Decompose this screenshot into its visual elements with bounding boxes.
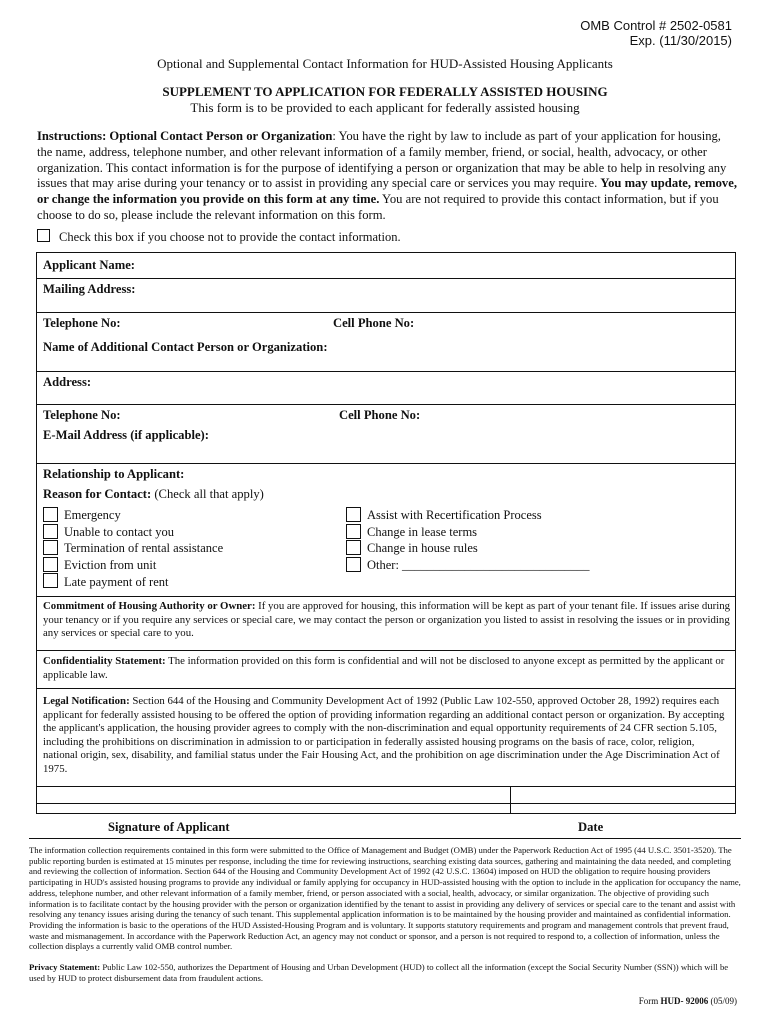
reason-checkbox[interactable]: [346, 507, 361, 522]
reason-label-other[interactable]: Other: ______________________________: [367, 558, 590, 572]
privacy-statement: [29, 962, 741, 983]
signature-date-separator: [510, 786, 511, 814]
privacy-lead: Privacy Statement:: [29, 962, 101, 972]
privacy-text: Public Law 102-550, authorizes the Department of Housing and Urban Development (HUD) to collect all the information (except the Social Security Number (SSN)) which will be used by HUD to protect disbursement data from fraudulent actions.: [29, 962, 729, 983]
reason-label-unable-to-contact: Unable to contact you: [64, 525, 175, 539]
divider: [29, 838, 741, 839]
divider: [36, 596, 736, 597]
email-field[interactable]: E-Mail Address (if applicable):: [43, 428, 209, 442]
applicant-name-field[interactable]: Applicant Name:: [43, 258, 135, 272]
reason-heading: [43, 487, 264, 502]
reason-checkbox[interactable]: [43, 507, 58, 522]
optout-label: Check this box if you choose not to provide the contact information.: [59, 230, 401, 244]
commitment-text: If you are approved for housing, this information will be kept as part of your tenant file. If issues arise during your tenancy or if you require any services or special care, we may contact the person or organization you listed to assist in resolving the issues or in providing any services or special care to you.: [43, 600, 731, 640]
instructions-lead: Instructions: Optional Contact Person or Organization: [37, 129, 333, 143]
divider: [36, 650, 736, 651]
contact-address-field[interactable]: Address:: [43, 375, 92, 389]
confidentiality-paragraph: [43, 655, 731, 682]
omb-expiration: Exp. (11/30/2015): [629, 33, 732, 48]
instructions-bold: You may update, remove, or change the information you provide on this form at any time.: [37, 176, 737, 207]
form-title-sub: This form is to be provided to each applicant for federally assisted housing: [190, 100, 580, 115]
reason-label-lease-terms: Change in lease terms: [367, 525, 478, 539]
optout-checkbox[interactable]: [37, 229, 50, 242]
reason-hint: (Check all that apply): [151, 487, 264, 501]
divider: [36, 371, 736, 372]
form-number-id: HUD- 92006: [660, 996, 709, 1006]
cell-phone-field[interactable]: Cell Phone No:: [333, 316, 415, 330]
reason-label: Reason for Contact:: [43, 487, 152, 501]
additional-contact-field[interactable]: Name of Additional Contact Person or Organization:: [43, 340, 328, 354]
reason-label-eviction: Eviction from unit: [64, 558, 157, 572]
omb-control-number: OMB Control # 2502-0581: [580, 18, 732, 33]
legal-lead: Legal Notification:: [43, 695, 130, 707]
divider: [36, 278, 736, 279]
reason-checkbox[interactable]: [43, 573, 58, 588]
commitment-paragraph: [43, 600, 731, 641]
telephone-field[interactable]: Telephone No:: [43, 316, 121, 330]
omb-control-block: [580, 18, 732, 48]
divider: [36, 312, 736, 313]
legal-paragraph: [43, 695, 731, 777]
instructions-text-2: You are not required to provide this contact information, but if you choose to do so, please include the relevant information on this form.: [37, 192, 719, 222]
reason-checkbox[interactable]: [346, 557, 361, 572]
reason-checkbox[interactable]: [43, 557, 58, 572]
form-number: [639, 996, 737, 1006]
form-number-prefix: Form: [638, 996, 661, 1006]
confidentiality-lead: Confidentiality Statement:: [43, 655, 166, 667]
reason-checkbox[interactable]: [346, 524, 361, 539]
reason-label-termination: Termination of rental assistance: [64, 541, 224, 555]
mailing-address-field[interactable]: Mailing Address:: [43, 282, 136, 296]
form-title: SUPPLEMENT TO APPLICATION FOR FEDERALLY ASSISTED HOUSING: [162, 84, 608, 99]
signature-label: Signature of Applicant: [108, 820, 230, 834]
divider: [36, 688, 736, 689]
contact-telephone-field[interactable]: Telephone No:: [43, 408, 121, 422]
signature-field[interactable]: [36, 786, 736, 814]
instructions: [37, 129, 737, 224]
reason-checkbox[interactable]: [43, 524, 58, 539]
instructions-text: : You have the right by law to include as part of your application for housing, the name, address, telephone number, and other relevant information of a family member, friend, or social, health, advocacy, or other organization. This contact information is for the purpose of identifying a person or organization that may be able to help in resolving any issues that may arise during your tenancy or to assist in providing any special care or services you may require.: [37, 129, 727, 191]
contact-cell-phone-field[interactable]: Cell Phone No:: [339, 408, 421, 422]
relationship-field[interactable]: Relationship to Applicant:: [43, 467, 185, 481]
reason-checkbox[interactable]: [43, 540, 58, 555]
confidentiality-text: The information provided on this form is confidential and will not be disclosed to anyone except as permitted by the applicant or applicable law.: [43, 655, 725, 681]
paperwork-reduction-notice: The information collection requirements contained in this form were submitted to the Office of Management and Budget (OMB) under the Paperwork Reduction Act of 1995 (44 U.S.C. 3501-3520). The public reporting burden is estimated at 15 minutes per response, including the time for reviewing instructions, searching existing data sources, gathering and maintaining the data needed, and completing and reviewing the collection of information. Section 644 of the Housing and Community Development Act of 1992 (42 U.S.C. 13604) imposed on HUD the obligation to require housing providers participating in HUD's assisted housing programs to provide any individual or family applying for occupancy in HUD-assisted housing with the option to include in the application for occupancy the name, address, telephone number, and other relevant information of a family member, friend, or person associated with a social, health, advocacy, or similar organization. The objective of providing such information is to facilitate contact by the housing provider with the person or organization identified by the tenant to assist in providing any delivery of services or special care to the tenant and assist with resolving any tenancy issues arising during the tenancy of such tenant. This supplemental application information is to be maintained by the housing provider and maintained as confidential information. Providing the information is basic to the operations of the HUD Assisted-Housing Program and is voluntary. It supports statutory requirements and program and management controls that prevent fraud, waste and mismanagement. In accordance with the Paperwork Reduction Act, an agency may not conduct or sponsor, and a person is not required to respond to, a collection of information, unless the collection displays a currently valid OMB control number.: [29, 845, 741, 952]
form-subtitle: Optional and Supplemental Contact Information for HUD-Assisted Housing Applicants: [157, 56, 613, 71]
date-label: Date: [578, 820, 604, 834]
reason-label-emergency: Emergency: [64, 508, 121, 522]
reason-label-house-rules: Change in house rules: [367, 541, 478, 555]
form-number-date: (05/09): [708, 996, 737, 1006]
reason-label-late-payment: Late payment of rent: [64, 575, 169, 589]
legal-text: Section 644 of the Housing and Community Development Act of 1992 (Public Law 102-550, approved October 28, 1992) requires each applicant for federally assisted housing to be offered the option of providing information regarding an additional contact person or organization. By accepting the applicant's application, the housing provider agrees to comply with the non-discrimination and equal opportunity requirements of 24 CFR section 5.105, including the prohibitions on discrimination in admission to or participation in federally assisted housing programs on the basis of race, color, religion, national origin, sex, disability, and familial status under the Fair Housing Act, and the prohibition on age discrimination under the Age Discrimination Act of 1975.: [43, 695, 725, 775]
divider: [36, 404, 736, 405]
commitment-lead: Commitment of Housing Authority or Owner:: [43, 600, 256, 612]
divider: [36, 463, 736, 464]
reason-label-recertification: Assist with Recertification Process: [367, 508, 542, 522]
reason-checkbox[interactable]: [346, 540, 361, 555]
